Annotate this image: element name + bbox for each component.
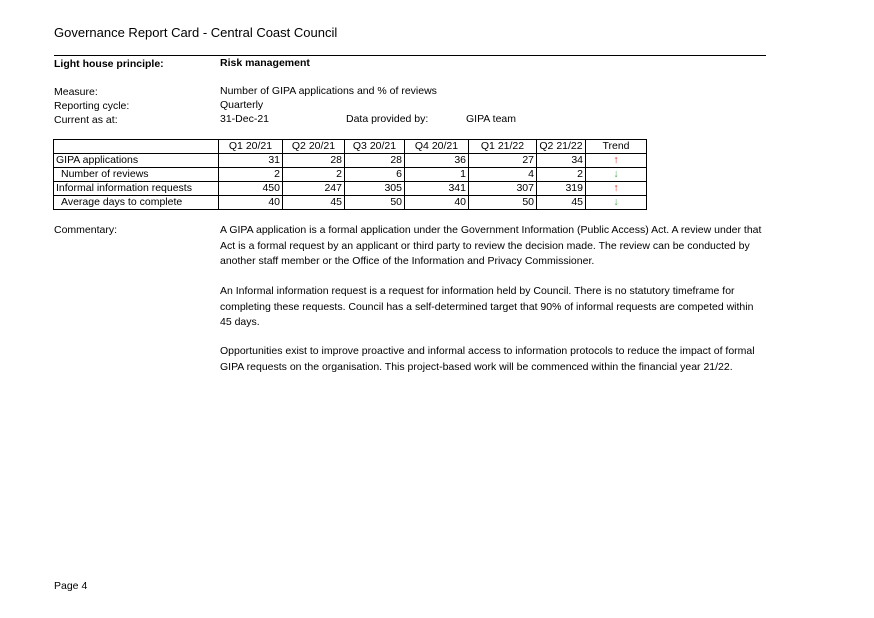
table-cell: 305 — [345, 182, 405, 196]
table-cell: 45 — [537, 196, 586, 210]
column-header: Q1 21/22 — [469, 140, 537, 154]
table-cell: 2 — [537, 168, 586, 182]
commentary-paragraph: A GIPA application is a formal application under the Government Information (Public Access) Act. A review under that Act is a formal request by an applicant or third party to review the decision made. The review can be conducted by another staff member or the Office of the Information and Privacy Commissioner. — [220, 224, 762, 267]
trend-up-arrow-icon: ↑ — [586, 154, 647, 168]
column-header: Trend — [586, 140, 647, 154]
row-label: Informal information requests — [54, 182, 219, 196]
trend-down-arrow-icon: ↓ — [586, 168, 647, 182]
table-cell: 40 — [405, 196, 469, 210]
table-cell: 28 — [283, 154, 345, 168]
reporting-cycle-label: Reporting cycle: — [54, 100, 130, 112]
table-cell: 50 — [345, 196, 405, 210]
table-cell: 341 — [405, 182, 469, 196]
table-cell: 45 — [283, 196, 345, 210]
table-cell: 2 — [283, 168, 345, 182]
table-cell: 50 — [469, 196, 537, 210]
table-header-row — [54, 140, 647, 154]
current-as-at-label: Current as at: — [54, 114, 118, 126]
gipa-table — [53, 139, 647, 210]
column-header: Q2 20/21 — [283, 140, 345, 154]
column-header: Q3 20/21 — [345, 140, 405, 154]
row-label: Average days to complete — [54, 196, 219, 210]
table-cell: 319 — [537, 182, 586, 196]
reporting-cycle-value: Quarterly — [220, 99, 264, 111]
table-cell: 6 — [345, 168, 405, 182]
title-divider — [54, 55, 766, 56]
table-row — [54, 154, 647, 168]
column-header — [54, 140, 219, 154]
table-cell: 2 — [219, 168, 283, 182]
page-number: Page 4 — [54, 580, 88, 592]
table-cell: 31 — [219, 154, 283, 168]
table-row — [54, 196, 647, 210]
table-row — [54, 168, 647, 182]
table-cell: 450 — [219, 182, 283, 196]
commentary-paragraph: Opportunities exist to improve proactive and informal access to information protocols to reduce the impact of formal GIPA requests on the organisation. This project-based work will be commenced within the financial year 21/22. — [220, 345, 755, 373]
principle-value: Risk management — [220, 57, 310, 69]
table-cell: 34 — [537, 154, 586, 168]
page-title: Governance Report Card - Central Coast Council — [54, 25, 338, 40]
table-cell: 307 — [469, 182, 537, 196]
column-header: Q4 20/21 — [405, 140, 469, 154]
current-as-at-value: 31-Dec-21 — [220, 113, 270, 125]
column-header: Q2 21/22 — [537, 140, 586, 154]
row-label: Number of reviews — [54, 168, 219, 182]
trend-down-arrow-icon: ↓ — [586, 196, 647, 210]
commentary-label: Commentary: — [54, 224, 118, 236]
table-cell: 28 — [345, 154, 405, 168]
row-label: GIPA applications — [54, 154, 219, 168]
table-cell: 27 — [469, 154, 537, 168]
table-cell: 40 — [219, 196, 283, 210]
table-cell: 4 — [469, 168, 537, 182]
column-header: Q1 20/21 — [219, 140, 283, 154]
data-provided-label: Data provided by: — [346, 113, 429, 125]
measure-value: Number of GIPA applications and % of reviews — [220, 85, 437, 97]
measure-label: Measure: — [54, 86, 98, 98]
commentary-paragraph: An Informal information request is a request for information held by Council. There is no statutory timeframe for completing these requests. Council has a self-determined target that 90% of informal requests are competed within 45 days. — [220, 285, 754, 328]
table-cell: 36 — [405, 154, 469, 168]
trend-up-arrow-icon: ↑ — [586, 182, 647, 196]
principle-label: Light house principle: — [54, 58, 164, 70]
table-cell: 247 — [283, 182, 345, 196]
table-row — [54, 182, 647, 196]
data-provided-value: GIPA team — [466, 113, 516, 125]
table-cell: 1 — [405, 168, 469, 182]
